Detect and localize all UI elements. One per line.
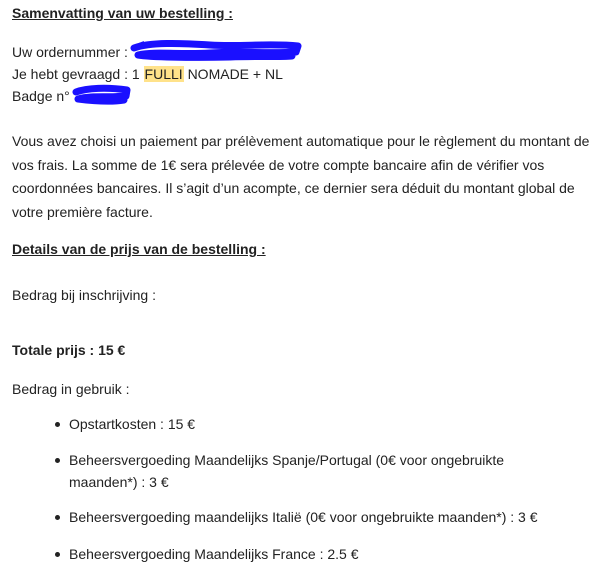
- badge-label: Badge n°: [12, 88, 70, 104]
- amount-in-use-label: Bedrag in gebruik :: [12, 381, 130, 397]
- order-number-line: [12, 41, 302, 63]
- badge-number-redaction: [72, 84, 134, 106]
- order-summary-heading: Samenvatting van uw bestelling :: [12, 5, 233, 21]
- requested-label: Je hebt gevraagd : 1: [12, 66, 140, 82]
- list-item: Beheersvergoeding Maandelijks Spanje/Portugal (0€ voor ongebruikte maanden*) : 3 €: [12, 449, 572, 493]
- order-number-redaction: [130, 39, 302, 61]
- total-price: Totale prijs : 15 €: [12, 342, 126, 358]
- amount-at-registration-label: Bedrag bij inschrijving :: [12, 287, 156, 303]
- list-item: Opstartkosten : 15 €: [12, 413, 572, 435]
- list-item: Beheersvergoeding maandelijks Italië (0€ voor ongebruikte maanden*) : 3 €: [12, 506, 572, 528]
- payment-notice: Vous avez choisi un paiement par prélèvement automatique pour le règlement du montant de vos frais. La somme de 1€ sera prélevée de votre compte bancaire afin de vérifier vos coordonnées bancaires. Il s’agit d’un acompte, ce dernier sera déduit du montant global de votre première facture.: [12, 133, 590, 220]
- price-details-heading: Details van de prijs van de bestelling :: [12, 241, 266, 257]
- order-details: [12, 41, 302, 107]
- product-name-rest: NOMADE + NL: [187, 66, 283, 82]
- fee-list: [12, 413, 572, 565]
- product-name-highlight: FULLI: [144, 66, 183, 82]
- requested-product-line: [12, 63, 302, 85]
- order-number-label: Uw ordernummer :: [12, 44, 128, 60]
- list-item: Beheersvergoeding Maandelijks France : 2.5 €: [12, 543, 572, 565]
- badge-number-line: [12, 85, 302, 107]
